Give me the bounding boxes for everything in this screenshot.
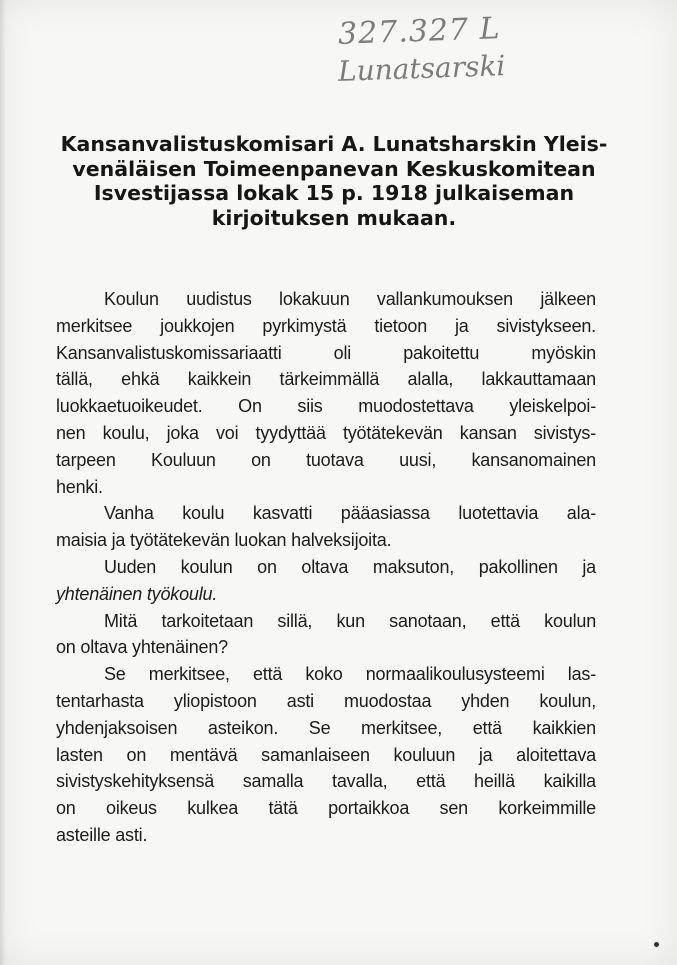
title-line: kirjoituksen mukaan. (211, 205, 457, 230)
document-title (56, 132, 612, 230)
text-line: Kansanvalistuskomissariaatti oli pakoitettu myöskin (56, 342, 596, 363)
text-line: Koulun uudistus lokakuun vallankumouksen jälkeen (104, 289, 596, 309)
text-line: on oltava yhtenäinen? (56, 637, 228, 658)
paragraph-question (56, 608, 596, 662)
text-line: tällä, ehkä kaikkein tärkeimmällä alalla, lakkauttamaan (56, 369, 596, 390)
text-line: Se merkitsee, että koko normaalikoulusysteemi las- (104, 664, 596, 685)
paragraph-unified-school (56, 661, 596, 849)
text-line: asteille asti. (56, 824, 148, 845)
catalog-number: 327.327 L (337, 11, 502, 52)
page-edge-shadow (0, 0, 6, 965)
title-line: Isvestijassa lokak 15 p. 1918 julkaiseman (93, 181, 575, 205)
ink-speck (654, 942, 659, 947)
paragraph-school-reform (56, 286, 596, 500)
text-line: on oikeus kulkea tätä portaikkoa sen korkeimmille (56, 798, 596, 819)
text-line: luokkaetuoikeudet. On siis muodostettava yleiskelpoi- (56, 396, 596, 417)
document-body (56, 286, 596, 849)
text-line: maisia ja työtätekevän luokan halveksijoita. (56, 530, 392, 551)
handwritten-catalog-note (330, 11, 610, 88)
text-line: Vanha koulu kasvatti pääasiassa luotettavia ala- (104, 503, 596, 524)
text-line: sivistyskehityksensä samalla tavalla, että heillä kaikilla (56, 771, 596, 792)
author-note: Lunatsarski (337, 49, 506, 88)
text-line: lasten on mentävä samanlaiseen kouluun ja aloitettava (56, 744, 596, 765)
text-line: yhdenjaksoisen asteikon. Se merkitsee, että kaikkien (56, 717, 596, 738)
text-line: tentarhasta yliopistoon asti muodostaa yhden koulun, (56, 690, 596, 711)
text-line: Uuden koulun on oltava maksuton, pakollinen ja (104, 556, 596, 577)
text-line: Mitä tarkoitetaan sillä, kun sanotaan, että koulun (104, 610, 596, 631)
text-line: henki. (56, 476, 103, 497)
text-line: merkitsee joukkojen pyrkimystä tietoon ja sivistykseen. (56, 315, 596, 336)
paragraph-old-school (56, 500, 596, 554)
text-line-italic: yhtenäinen työkoulu. (56, 583, 218, 604)
text-line: tarpeen Kouluun on tuotava uusi, kansanomainen (56, 449, 596, 470)
title-line: Kansanvalistuskomisari A. Lunatsharskin Yleis- (60, 132, 608, 156)
text-line: nen koulu, joka voi tyydyttää työtätekevän kansan sivistys- (56, 422, 596, 443)
title-line: venäläisen Toimeenpanevan Keskuskomitean (72, 156, 596, 181)
paragraph-new-school (56, 554, 596, 608)
